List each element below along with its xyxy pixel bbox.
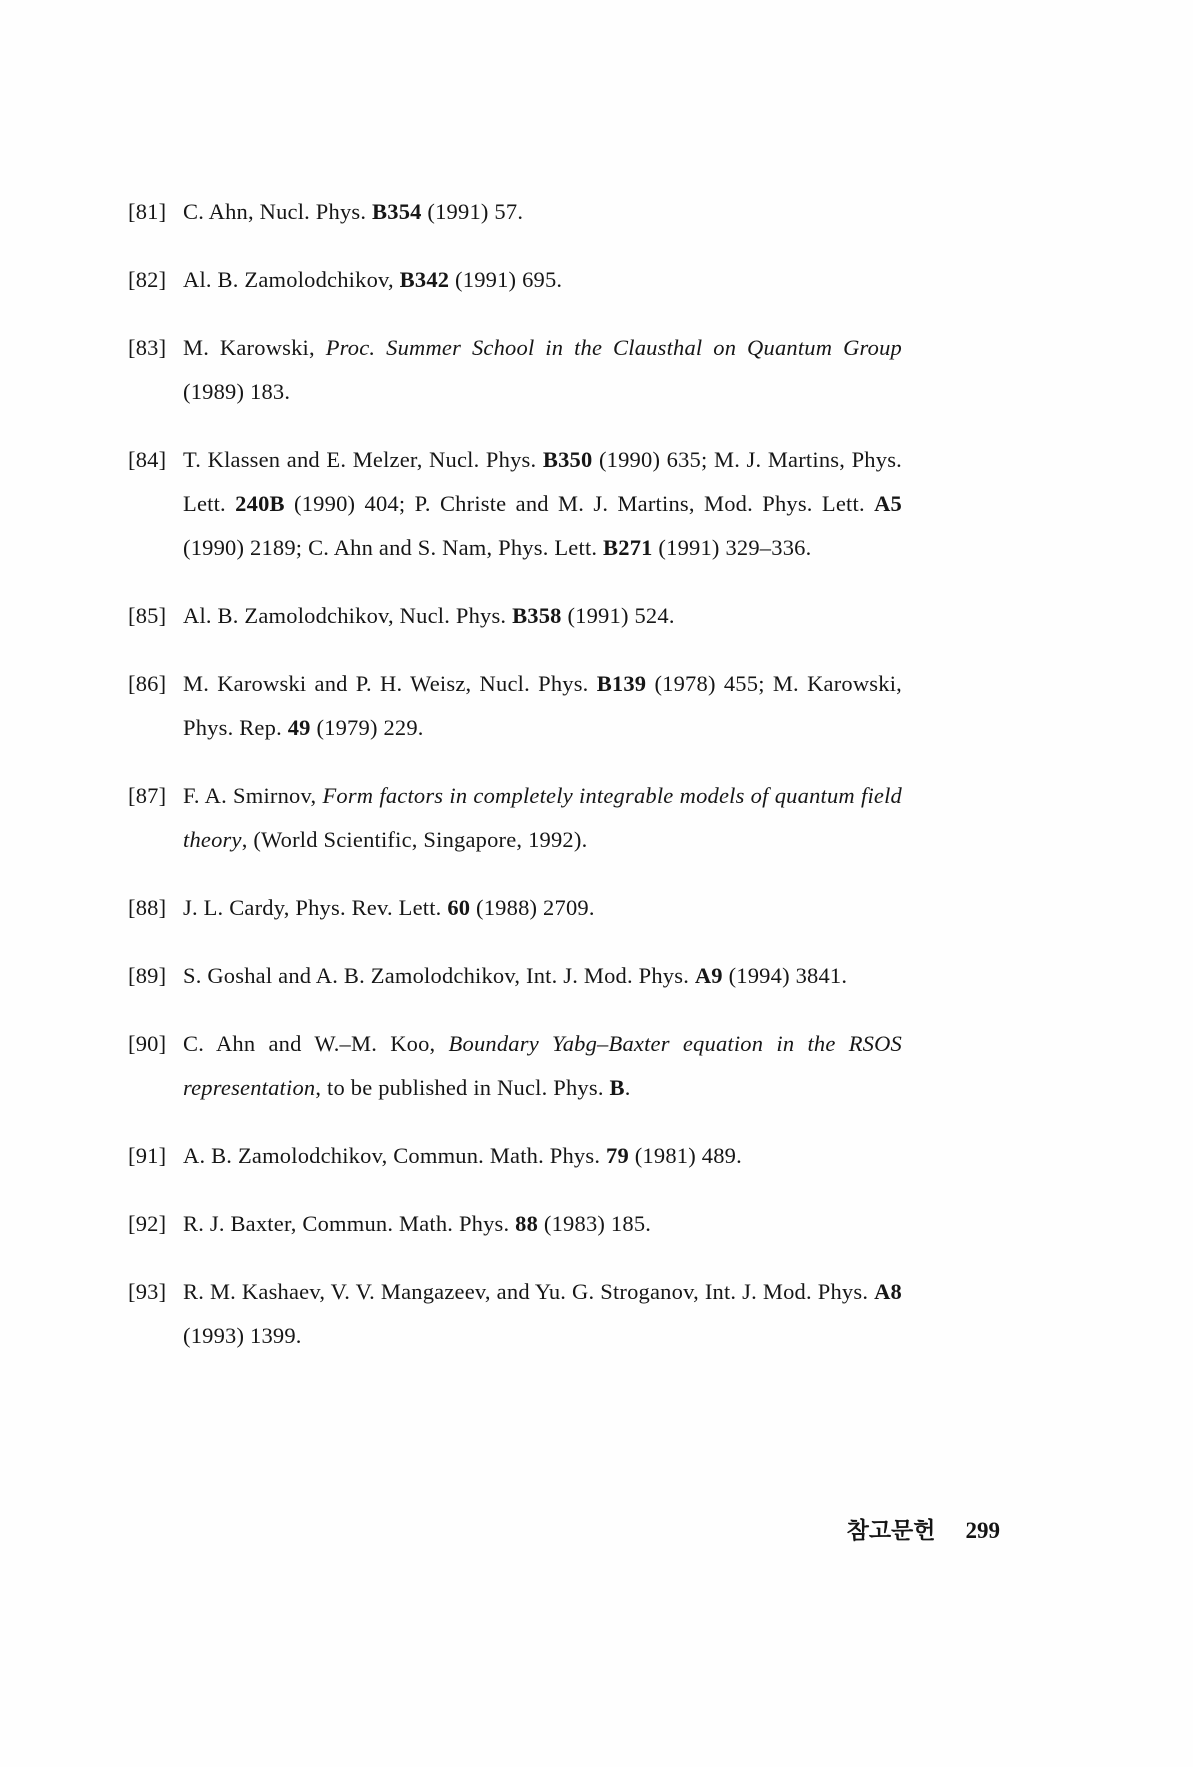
reference-item <box>128 774 902 862</box>
reference-text <box>183 1279 902 1348</box>
footer-page-number: 299 <box>965 1518 1000 1543</box>
reference-label: [81] <box>128 199 167 224</box>
reference-item <box>128 1202 902 1246</box>
reference-label: [85] <box>128 603 167 628</box>
reference-item <box>128 594 902 638</box>
reference-run: (1990) 2189; C. Ahn and S. Nam, Phys. Lett. <box>183 535 604 560</box>
reference-volume: B342 <box>399 267 450 292</box>
references-list <box>128 190 902 1382</box>
reference-text <box>183 895 595 920</box>
reference-run: R. J. Baxter, Commun. Math. Phys. <box>183 1211 516 1236</box>
reference-volume: B354 <box>372 199 422 224</box>
reference-volume: A5 <box>874 491 902 516</box>
reference-text <box>183 1211 651 1236</box>
reference-label: [92] <box>128 1211 167 1236</box>
reference-text <box>183 603 675 628</box>
reference-run: M. Karowski, <box>183 335 326 360</box>
reference-run: (1979) 229. <box>310 715 424 740</box>
reference-item <box>128 1134 902 1178</box>
reference-text <box>183 963 847 988</box>
reference-volume: B <box>609 1075 625 1100</box>
reference-run: (1978) 455; M. Karowski, Phys. Rep. <box>183 671 902 740</box>
reference-label: [86] <box>128 671 167 696</box>
reference-run: T. Klassen and E. Melzer, Nucl. Phys. <box>183 447 543 472</box>
reference-run: A. B. Zamolodchikov, Commun. Math. Phys. <box>183 1143 606 1168</box>
reference-item <box>128 1022 902 1110</box>
reference-label: [83] <box>128 335 167 360</box>
reference-volume: 49 <box>287 715 311 740</box>
reference-run: (1991) 57. <box>421 199 524 224</box>
reference-title: Form factors in completely integrable models of quantum field theory <box>183 783 902 852</box>
reference-volume: B350 <box>542 447 593 472</box>
reference-item <box>128 886 902 930</box>
reference-label: [91] <box>128 1143 167 1168</box>
reference-run: C. Ahn and W.–M. Koo, <box>183 1031 449 1056</box>
reference-run: (1994) 3841. <box>722 963 848 988</box>
reference-run: (1991) 695. <box>449 267 563 292</box>
reference-label: [88] <box>128 895 167 920</box>
reference-title: Boundary Yabg–Baxter equation in the RSOS representation <box>183 1031 902 1100</box>
reference-label: [90] <box>128 1031 167 1056</box>
reference-volume: B358 <box>512 603 562 628</box>
reference-volume: 240B <box>235 491 285 516</box>
reference-run: M. Karowski and P. H. Weisz, Nucl. Phys. <box>183 671 597 696</box>
reference-run: (1990) 635; M. J. Martins, Phys. Lett. <box>183 447 902 516</box>
reference-text <box>183 199 523 224</box>
reference-run: Al. B. Zamolodchikov, <box>183 267 400 292</box>
reference-item <box>128 1270 902 1358</box>
reference-run: (1989) 183. <box>183 379 291 404</box>
reference-run: (1990) 404; P. Christe and M. J. Martins, Mod. Phys. Lett. <box>284 491 875 516</box>
reference-run: (1983) 185. <box>538 1211 652 1236</box>
reference-volume: B271 <box>603 535 653 560</box>
reference-run: (1981) 489. <box>628 1143 742 1168</box>
reference-run: F. A. Smirnov, <box>183 783 323 808</box>
reference-run: . <box>624 1075 631 1100</box>
reference-item <box>128 326 902 414</box>
reference-volume: A9 <box>694 963 723 988</box>
reference-volume: 60 <box>447 895 471 920</box>
reference-label: [84] <box>128 447 167 472</box>
reference-label: [93] <box>128 1279 167 1304</box>
reference-run: (1991) 329–336. <box>652 535 812 560</box>
reference-volume: A8 <box>874 1279 902 1304</box>
reference-item <box>128 190 902 234</box>
reference-run: C. Ahn, Nucl. Phys. <box>183 199 373 224</box>
reference-label: [82] <box>128 267 167 292</box>
reference-text <box>183 447 902 560</box>
reference-volume: 88 <box>515 1211 539 1236</box>
reference-text <box>183 267 562 292</box>
reference-text <box>183 671 902 740</box>
reference-label: [87] <box>128 783 167 808</box>
reference-run: , to be published in Nucl. Phys. <box>315 1075 610 1100</box>
reference-run: (1988) 2709. <box>470 895 595 920</box>
reference-text <box>183 1143 742 1168</box>
reference-run: J. L. Cardy, Phys. Rev. Lett. <box>183 895 448 920</box>
reference-run: R. M. Kashaev, V. V. Mangazeev, and Yu. G. Stroganov, Int. J. Mod. Phys. <box>183 1279 875 1304</box>
reference-item <box>128 662 902 750</box>
reference-text <box>183 335 902 404</box>
reference-run: S. Goshal and A. B. Zamolodchikov, Int. J. Mod. Phys. <box>183 963 695 988</box>
reference-label: [89] <box>128 963 167 988</box>
reference-item <box>128 258 902 302</box>
reference-item <box>128 438 902 570</box>
reference-volume: B139 <box>596 671 647 696</box>
reference-run: (1991) 524. <box>561 603 675 628</box>
reference-text <box>183 1031 902 1100</box>
page-footer <box>600 1512 1000 1545</box>
reference-text <box>183 783 902 852</box>
reference-run: , (World Scientific, Singapore, 1992). <box>241 827 588 852</box>
reference-run: (1993) 1399. <box>183 1323 302 1348</box>
footer-section-label: 참고문헌 <box>846 1518 936 1543</box>
reference-title: Proc. Summer School in the Clausthal on Quantum Group <box>325 335 902 360</box>
reference-volume: 79 <box>606 1143 629 1168</box>
reference-run: Al. B. Zamolodchikov, Nucl. Phys. <box>183 603 513 628</box>
reference-item <box>128 954 902 998</box>
